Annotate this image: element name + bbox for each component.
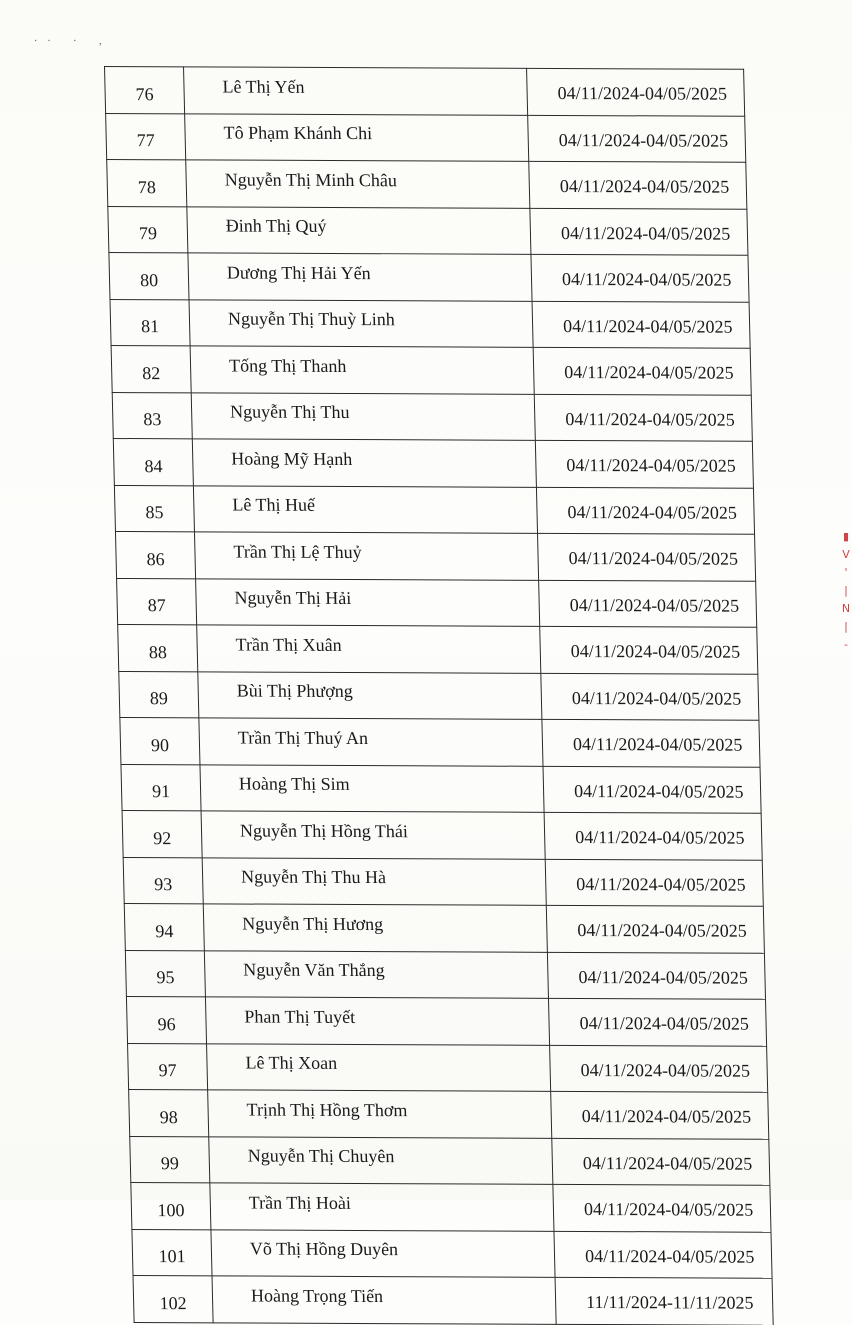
person-name-cell: Dương Thị Hải Yến [188,253,532,301]
date-range-cell: 04/11/2024-04/05/2025 [529,161,747,208]
person-name-cell: Lê Thị Huế [193,485,537,533]
person-name-cell: Trần Thị Xuân [197,625,541,673]
person-name-cell: Trần Thị Lệ Thuỷ [194,532,538,580]
date-range-cell: 04/11/2024-04/05/2025 [539,580,757,627]
table-row [122,810,762,859]
person-name-cell: Nguyễn Thị Thuỳ Linh [189,299,533,347]
table-row [106,113,746,162]
table-row [129,1089,769,1138]
date-range-cell: 04/11/2024-04/05/2025 [552,1138,770,1185]
row-number-cell: 76 [105,67,185,114]
date-range-cell: 04/11/2024-04/05/2025 [551,1091,769,1138]
table-row [109,253,749,302]
table-row [131,1182,771,1231]
table-row [105,67,745,116]
row-number-cell: 101 [132,1229,212,1276]
row-number-cell: 95 [125,950,205,997]
date-range-cell: 11/11/2024-11/11/2025 [555,1277,773,1324]
row-number-cell: 92 [122,810,202,857]
row-number-cell: 81 [110,299,190,346]
row-number-cell: 79 [108,206,188,253]
date-range-cell: 04/11/2024-04/05/2025 [547,952,765,999]
date-range-cell: 04/11/2024-04/05/2025 [548,998,766,1045]
date-range-cell: 04/11/2024-04/05/2025 [542,719,760,766]
person-name-cell: Nguyễn Thị Hồng Thái [201,811,545,859]
row-number-cell: 90 [120,717,200,764]
table-row [121,764,761,813]
row-number-cell: 86 [115,531,195,578]
table-row [123,857,763,906]
person-name-cell: Trịnh Thị Hồng Thơm [208,1090,552,1138]
person-name-cell: Nguyễn Văn Thắng [204,950,548,998]
row-number-cell: 98 [129,1089,209,1136]
row-number-cell: 83 [112,392,192,439]
row-number-cell: 80 [109,253,189,300]
date-range-cell: 04/11/2024-04/05/2025 [541,673,759,720]
date-range-cell: 04/11/2024-04/05/2025 [544,812,762,859]
row-number-cell: 77 [106,113,186,160]
person-name-cell: Tô Phạm Khánh Chi [185,113,529,161]
table-row [120,717,760,766]
roster-table-body [105,67,774,1325]
row-number-cell: 102 [133,1275,213,1322]
date-range-cell: 04/11/2024-04/05/2025 [545,859,763,906]
person-name-cell: Lê Thị Yến [184,67,528,115]
person-name-cell: Phan Thị Tuyết [205,997,549,1045]
table-row [119,671,759,720]
person-name-cell: Nguyễn Thị Hải [196,578,540,626]
date-range-cell: 04/11/2024-04/05/2025 [533,347,751,394]
table-row [110,299,750,348]
person-name-cell: Trần Thị Thuý An [199,718,543,766]
person-name-cell: Võ Thị Hồng Duyên [211,1229,555,1277]
row-number-cell: 96 [126,996,206,1043]
date-range-cell: 04/11/2024-04/05/2025 [530,208,748,255]
table-row [115,531,755,580]
date-range-cell: 04/11/2024-04/05/2025 [531,254,749,301]
row-number-cell: 87 [117,578,197,625]
row-number-cell: 84 [113,438,193,485]
date-range-cell: 04/11/2024-04/05/2025 [553,1184,771,1231]
row-number-cell: 97 [128,1043,208,1090]
person-name-cell: Tống Thị Thanh [190,346,534,394]
date-range-cell: 04/11/2024-04/05/2025 [527,68,745,115]
table-row [111,345,751,394]
table-row [118,624,758,673]
row-number-cell: 93 [123,857,203,904]
date-range-cell: 04/11/2024-04/05/2025 [538,533,756,580]
row-number-cell: 88 [118,624,198,671]
table-row [112,392,752,441]
date-range-cell: 04/11/2024-04/05/2025 [540,626,758,673]
row-number-cell: 85 [114,485,194,532]
table-row [128,1043,768,1092]
table-row [133,1275,773,1324]
table-row [130,1136,770,1185]
row-number-cell: 94 [124,903,204,950]
date-range-cell: 04/11/2024-04/05/2025 [535,440,753,487]
row-number-cell: 100 [131,1182,211,1229]
table-row [132,1229,772,1278]
person-name-cell: Hoàng Mỹ Hạnh [192,439,536,487]
row-number-cell: 82 [111,345,191,392]
date-range-cell: 04/11/2024-04/05/2025 [543,766,761,813]
date-range-cell: 04/11/2024-04/05/2025 [528,115,746,162]
person-name-cell: Lê Thị Xoan [207,1043,551,1091]
table-row [113,438,753,487]
person-name-cell: Nguyễn Thị Minh Châu [186,160,530,208]
table-row [107,160,747,209]
date-range-cell: 04/11/2024-04/05/2025 [532,301,750,348]
date-range-cell: 04/11/2024-04/05/2025 [534,394,752,441]
row-number-cell: 91 [121,764,201,811]
roster-table [104,66,774,1325]
person-name-cell: Nguyễn Thị Thu [191,392,535,440]
date-range-cell: 04/11/2024-04/05/2025 [536,487,754,534]
table-row [114,485,754,534]
table-row [124,903,764,952]
person-name-cell: Bùi Thị Phượng [198,671,542,719]
row-number-cell: 78 [107,160,187,207]
table-row [117,578,757,627]
person-name-cell: Nguyễn Thị Hương [203,904,547,952]
row-number-cell: 99 [130,1136,210,1183]
row-number-cell: 89 [119,671,199,718]
table-row [126,996,766,1045]
date-range-cell: 04/11/2024-04/05/2025 [550,1045,768,1092]
person-name-cell: Hoàng Trọng Tiến [212,1276,556,1324]
table-row [108,206,748,255]
person-name-cell: Trần Thị Hoài [210,1183,554,1231]
date-range-cell: 04/11/2024-04/05/2025 [546,905,764,952]
person-name-cell: Nguyễn Thị Chuyên [209,1136,553,1184]
person-name-cell: Nguyễn Thị Thu Hà [202,857,546,905]
scan-artifact: ·· · , [34,36,112,47]
person-name-cell: Đinh Thị Quý [187,206,531,254]
red-seal-edge: ▮ V ' | Ν | - [841,530,851,651]
person-name-cell: Hoàng Thị Sim [200,764,544,812]
table-row [125,950,765,999]
date-range-cell: 04/11/2024-04/05/2025 [554,1231,772,1278]
